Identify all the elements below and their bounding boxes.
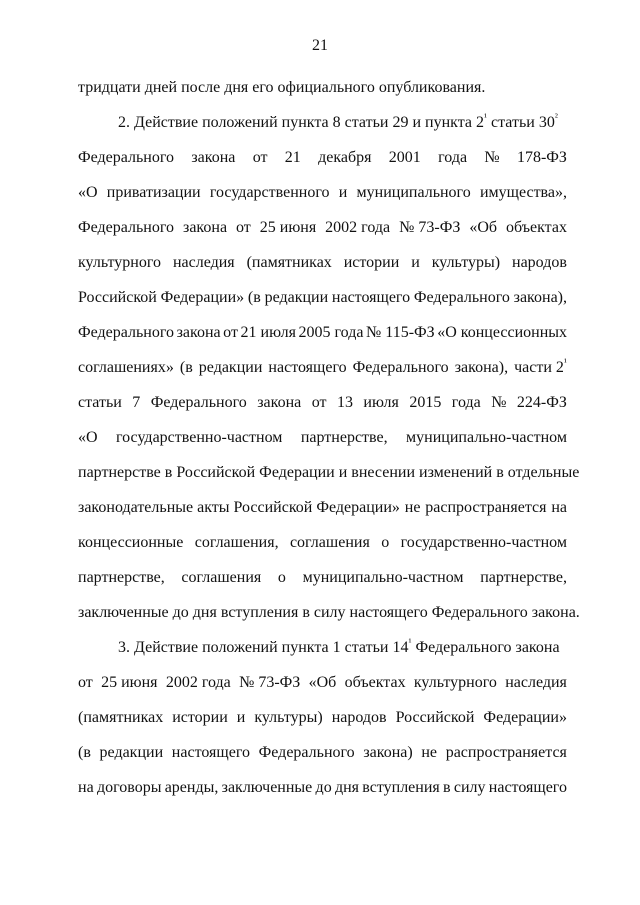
word: № 115-ФЗ bbox=[366, 324, 435, 341]
word: Российской bbox=[78, 289, 157, 306]
word: закона), bbox=[454, 359, 509, 376]
word: 178-ФЗ bbox=[516, 149, 567, 166]
word: от bbox=[236, 219, 251, 236]
word: 13 bbox=[336, 394, 353, 411]
word: дня bbox=[334, 779, 360, 796]
text-line-15 bbox=[78, 568, 567, 588]
word: распространяется bbox=[445, 744, 567, 761]
word: года bbox=[438, 149, 468, 166]
page-number: 21 bbox=[312, 37, 328, 54]
word bbox=[514, 358, 567, 378]
word: партнерстве, bbox=[480, 569, 567, 586]
word: в bbox=[443, 779, 451, 796]
text-line-7 bbox=[78, 288, 567, 308]
word: (в bbox=[247, 289, 261, 306]
text-fragment: партнерстве в Российской Федерации и внесении изменений в отдельные bbox=[78, 464, 580, 481]
text-fragment: заключенные до дня вступления в силу настоящего Федерального закона. bbox=[78, 604, 580, 621]
word: 2002 года bbox=[325, 219, 391, 236]
word: соглашения, bbox=[194, 534, 279, 551]
word: 7 bbox=[132, 394, 141, 411]
word: приватизации bbox=[106, 184, 201, 201]
text-line-12 bbox=[78, 463, 580, 483]
word: наследия bbox=[172, 254, 235, 271]
word: и bbox=[236, 709, 246, 726]
text-line-21 bbox=[78, 778, 567, 798]
text-fragment: 2. Действие положений пункта 8 статьи 29 и пункта 2 bbox=[118, 114, 484, 131]
word: настоящего bbox=[268, 359, 347, 376]
word: культуры) bbox=[254, 709, 323, 726]
word: на bbox=[551, 499, 567, 516]
text-line-16 bbox=[78, 603, 580, 623]
word: заключенные bbox=[221, 779, 313, 796]
text-line-8 bbox=[78, 323, 567, 343]
word: Федерального bbox=[413, 289, 510, 306]
word: № bbox=[484, 149, 500, 166]
word: 2002 года bbox=[165, 674, 231, 691]
text-line-2 bbox=[118, 113, 567, 133]
word: закона) bbox=[363, 744, 413, 761]
word: Федерального bbox=[78, 219, 175, 236]
word: от bbox=[223, 324, 238, 341]
word: государственно-частном bbox=[115, 429, 283, 446]
text-line-5 bbox=[78, 218, 567, 238]
text-line-18 bbox=[78, 673, 567, 693]
word: 2005 года bbox=[298, 324, 364, 341]
word: Федерации» bbox=[160, 289, 245, 306]
word: закона bbox=[257, 394, 302, 411]
superscript: ² bbox=[554, 111, 558, 123]
text-line-4 bbox=[78, 183, 567, 203]
text-line-3 bbox=[78, 148, 567, 168]
word: Федерального bbox=[352, 359, 449, 376]
word: № 73-ФЗ bbox=[239, 674, 301, 691]
text-fragment: Федерального закона bbox=[411, 639, 560, 656]
word: 2001 bbox=[388, 149, 421, 166]
word: от bbox=[78, 674, 93, 691]
word: объектах bbox=[344, 674, 406, 691]
word: истории bbox=[172, 709, 228, 726]
word: и bbox=[338, 184, 348, 201]
word: настоящего bbox=[171, 744, 250, 761]
word: декабря bbox=[318, 149, 372, 166]
word: партнерстве, bbox=[78, 569, 165, 586]
word: Российской bbox=[395, 709, 475, 726]
word: муниципально-частном bbox=[302, 569, 464, 586]
word: года bbox=[451, 394, 481, 411]
text-line-1 bbox=[78, 78, 567, 98]
superscript: ¹ bbox=[563, 356, 567, 368]
word: (памятниках bbox=[246, 254, 332, 271]
superscript: ¹ bbox=[408, 636, 412, 648]
word: не bbox=[404, 499, 421, 516]
text-fragment: статьи 30 bbox=[487, 114, 555, 131]
text-line-19 bbox=[78, 708, 567, 728]
text-line-17 bbox=[118, 638, 567, 658]
word: культуры) bbox=[431, 254, 501, 271]
word: «Об bbox=[308, 674, 337, 691]
text-fragment: тридцати дней после дня его официального опубликования. bbox=[78, 79, 486, 96]
word: от bbox=[252, 149, 268, 166]
word: «Об bbox=[469, 219, 498, 236]
text-fragment: 3. Действие положений пункта 1 статьи 14 bbox=[118, 639, 409, 656]
word: аренды, bbox=[164, 779, 219, 796]
word: июля bbox=[363, 394, 399, 411]
word: 2015 bbox=[409, 394, 442, 411]
word: культурного bbox=[78, 254, 162, 271]
word: закона bbox=[191, 149, 236, 166]
word: народов bbox=[331, 709, 387, 726]
word: настоящего bbox=[331, 289, 411, 306]
word: законодательные акты Российской Федерации» bbox=[78, 499, 400, 516]
text-line-11 bbox=[78, 428, 567, 448]
word: государственного bbox=[209, 184, 330, 201]
word: Федерального bbox=[78, 324, 175, 341]
text-line-20 bbox=[78, 743, 567, 763]
word: распространяется bbox=[425, 499, 547, 516]
word: народов bbox=[512, 254, 567, 271]
word: редакции bbox=[264, 289, 329, 306]
word: Федерального bbox=[78, 149, 175, 166]
word: настоящего bbox=[488, 779, 567, 796]
word: «О bbox=[78, 184, 98, 201]
word: муниципального bbox=[356, 184, 471, 201]
word: Федерального bbox=[258, 744, 355, 761]
word: партнерстве, bbox=[300, 429, 388, 446]
word: соглашения bbox=[181, 569, 262, 586]
word: «О bbox=[78, 429, 98, 446]
word: закона), bbox=[513, 289, 567, 306]
word: муниципально-частном bbox=[406, 429, 567, 446]
text-line-13 bbox=[78, 498, 567, 518]
word: статьи bbox=[78, 394, 122, 411]
word: 21 bbox=[284, 149, 301, 166]
word: до bbox=[315, 779, 332, 796]
text-line-6 bbox=[78, 253, 567, 273]
word: закона bbox=[176, 324, 221, 341]
word: соглашениях» bbox=[78, 359, 174, 376]
word: силу bbox=[453, 779, 486, 796]
word: культурного bbox=[413, 674, 497, 691]
word: объектах bbox=[505, 219, 567, 236]
word: редакции bbox=[198, 359, 263, 376]
superscript: ¹ bbox=[484, 111, 487, 123]
word: 25 июня bbox=[101, 674, 158, 691]
word: государственно-частном bbox=[400, 534, 567, 551]
word: не bbox=[421, 744, 438, 761]
text-line-14 bbox=[78, 533, 567, 553]
word: (в bbox=[78, 744, 91, 761]
word: 21 июля bbox=[240, 324, 296, 341]
word: о bbox=[277, 569, 286, 586]
word: наследия bbox=[505, 674, 567, 691]
text-line-9 bbox=[78, 358, 567, 378]
word: 224-ФЗ bbox=[516, 394, 567, 411]
word: (памятниках bbox=[78, 709, 164, 726]
word: договоры bbox=[96, 779, 162, 796]
word: № 73-ФЗ bbox=[399, 219, 461, 236]
word: Федерального bbox=[150, 394, 247, 411]
word: на bbox=[78, 779, 94, 796]
word: концессионные bbox=[78, 534, 184, 551]
word: вступления bbox=[362, 779, 440, 796]
word: «О концессионных bbox=[437, 324, 567, 341]
word: о bbox=[381, 534, 390, 551]
word: закона bbox=[183, 219, 228, 236]
word: редакции bbox=[99, 744, 164, 761]
word: имущества», bbox=[479, 184, 567, 201]
text-line-10 bbox=[78, 393, 567, 413]
word: от bbox=[311, 394, 327, 411]
word: соглашения bbox=[289, 534, 370, 551]
word: (в bbox=[179, 359, 193, 376]
word: Федерации» bbox=[483, 709, 567, 726]
word-text: части 2 bbox=[514, 359, 564, 376]
word: истории bbox=[343, 254, 400, 271]
word: и bbox=[411, 254, 420, 271]
word: № bbox=[491, 394, 507, 411]
word: 25 июня bbox=[259, 219, 317, 236]
